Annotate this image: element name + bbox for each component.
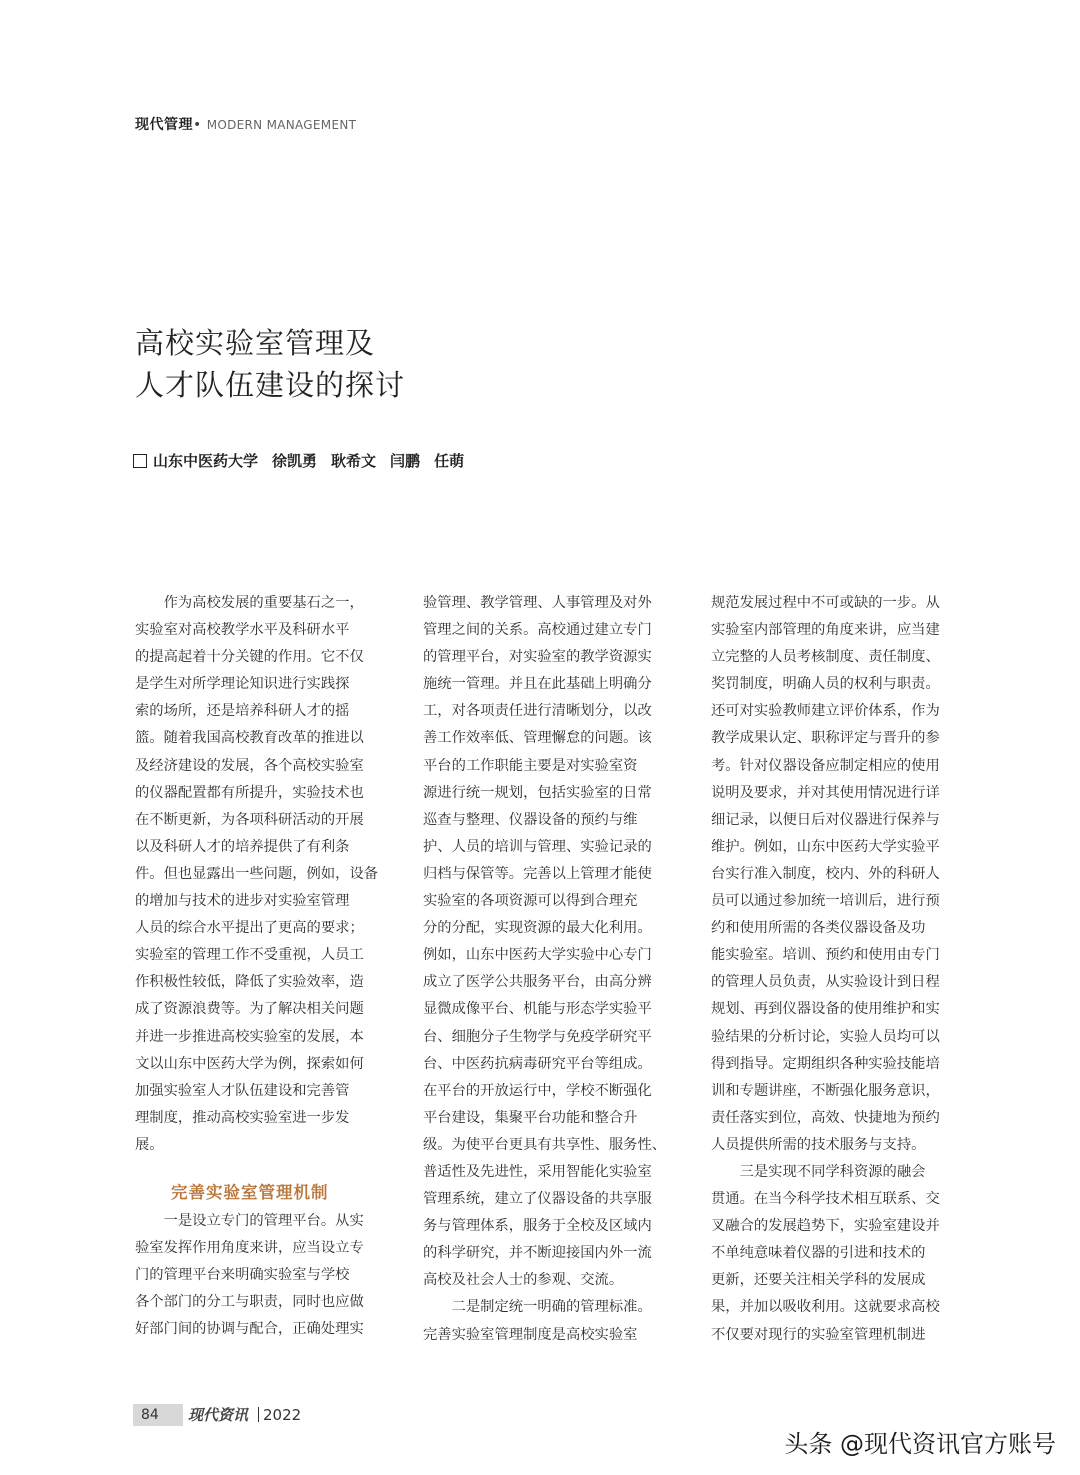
institution: 山东中医药大学 <box>153 452 259 470</box>
text-line: 善工作效率低、管理懈怠的问题。该 <box>423 730 652 747</box>
text-line: 的管理平台，对实验室的教学资源实 <box>423 649 652 666</box>
text-line: 巡查与整理、仪器设备的预约与维 <box>423 811 638 828</box>
magazine-logo: 现代资讯 <box>188 1406 249 1424</box>
text-line: 归档与保管等。完善以上管理才能使 <box>423 865 652 882</box>
text-line: 立完整的人员考核制度、责任制度、 <box>711 649 940 666</box>
text-line: 实验室对高校教学水平及科研水平 <box>135 622 350 639</box>
text-line: 员可以通过参加统一培训后，进行预 <box>711 893 940 910</box>
text-line: 显微成像平台、机能与形态学实验平 <box>423 1001 652 1018</box>
text-line: 高校及社会人士的参观、交流。 <box>423 1272 624 1289</box>
text-line: 展。 <box>135 1136 164 1153</box>
text-line: 一是设立专门的管理平台。从实 <box>135 1213 364 1230</box>
text-line: 实验室内部管理的角度来讲，应当建 <box>711 622 940 639</box>
text-line: 人员提供所需的技术服务与支持。 <box>711 1136 926 1153</box>
author-name: 任萌 <box>434 452 465 470</box>
text-line: 分的分配，实现资源的最大化利用。 <box>423 920 652 937</box>
text-line: 的仪器配置都有所提升，实验技术也 <box>135 784 364 801</box>
text-line: 验室发挥作用角度来讲，应当设立专 <box>135 1240 364 1257</box>
issue-year-text: 2022 <box>263 1406 302 1424</box>
header-separator: • <box>193 117 202 133</box>
text-line: 管理系统，建立了仪器设备的共享服 <box>423 1191 652 1208</box>
text-line: 验结果的分析讨论，实验人员均可以 <box>711 1028 940 1045</box>
text-line: 篮。随着我国高校教育改革的推进以 <box>135 730 364 747</box>
text-line: 完善实验室管理制度是高校实验室 <box>423 1326 638 1343</box>
text-line: 级。为使平台更具有共享性、服务性、 <box>423 1136 667 1153</box>
text-line: 责任落实到位，高效、快捷地为预约 <box>711 1109 940 1126</box>
text-line: 奖罚制度，明确人员的权利与职责。 <box>711 676 940 693</box>
text-line: 在不断更新，为各项科研活动的开展 <box>135 811 364 828</box>
text-line: 例如，山东中医药大学实验中心专门 <box>423 947 652 964</box>
text-line: 规范发展过程中不可或缺的一步。从 <box>711 595 940 611</box>
section-heading: 完善实验室管理机制 <box>171 1182 329 1202</box>
text-line: 文以山东中医药大学为例，探索如何 <box>135 1055 364 1072</box>
title-line-1: 高校实验室管理及 <box>135 326 376 360</box>
text-line: 训和专题讲座，不断强化服务意识， <box>711 1082 940 1099</box>
text-line: 果，并加以吸收利用。这就要求高校 <box>711 1299 940 1316</box>
text-line: 门的管理平台来明确实验室与学校 <box>135 1267 350 1284</box>
text-line: 施统一管理。并且在此基础上明确分 <box>423 676 652 693</box>
text-line: 台、中医药抗病毒研究平台等组成。 <box>423 1055 652 1072</box>
text-line: 实验室的各项资源可以得到合理充 <box>423 893 638 910</box>
text-line: 成立了医学公共服务平台，由高分辨 <box>423 974 652 991</box>
text-line: 的提高起着十分关键的作用。它不仅 <box>135 649 364 666</box>
page-number: 84 <box>133 1404 183 1426</box>
text-line: 并进一步推进高校实验室的发展，本 <box>135 1028 364 1045</box>
text-line: 护、人员的培训与管理、实验记录的 <box>423 838 652 855</box>
text-line: 的增加与技术的进步对实验室管理 <box>135 893 350 910</box>
text-line: 好部门间的协调与配合，正确处理实 <box>135 1321 364 1338</box>
text-line: 工，对各项责任进行清晰划分，以改 <box>423 703 652 720</box>
author-name: 闫鹏 <box>390 452 421 470</box>
text-line: 管理之间的关系。高校通过建立专门 <box>423 622 652 639</box>
text-line: 普适性及先进性，采用智能化实验室 <box>423 1163 652 1180</box>
author-name: 耿希文 <box>331 452 377 470</box>
text-line: 叉融合的发展趋势下，实验室建设并 <box>711 1218 940 1235</box>
text-line: 加强实验室人才队伍建设和完善管 <box>135 1082 350 1099</box>
watermark: 头条 @现代资讯官方账号 <box>784 1430 1056 1458</box>
text-line: 维护。例如，山东中医药大学实验平 <box>711 838 940 855</box>
text-line: 考。针对仪器设备应制定相应的使用 <box>711 757 940 774</box>
text-line: 人员的综合水平提出了更高的要求； <box>135 920 364 937</box>
square-bullet-icon <box>133 454 147 468</box>
text-line: 及经济建设的发展，各个高校实验室 <box>135 757 364 774</box>
text-line: 还可对实验教师建立评价体系，作为 <box>711 703 940 720</box>
text-line: 实验室的管理工作不受重视，人员工 <box>135 947 364 964</box>
article-title <box>135 322 405 406</box>
text-line: 不仅要对现行的实验室管理机制进 <box>711 1326 926 1343</box>
text-line: 的科学研究，并不断迎接国内外一流 <box>423 1245 652 1262</box>
title-line-2: 人才队伍建设的探讨 <box>135 368 406 402</box>
text-line: 平台的工作职能主要是对实验室资 <box>423 757 638 774</box>
text-line: 在平台的开放运行中，学校不断强化 <box>423 1082 652 1099</box>
text-line: 验管理、教学管理、人事管理及对外 <box>423 595 652 611</box>
text-line: 的管理人员负责，从实验设计到日程 <box>711 974 940 991</box>
text-line: 务与管理体系，服务于全校及区域内 <box>423 1218 652 1235</box>
text-line: 台、细胞分子生物学与免疫学研究平 <box>423 1028 652 1045</box>
text-line: 细记录，以便日后对仪器进行保养与 <box>711 811 940 828</box>
text-line: 索的场所，还是培养科研人才的摇 <box>135 703 350 720</box>
text-line: 各个部门的分工与职责，同时也应做 <box>135 1294 364 1311</box>
text-line: 规划、再到仪器设备的使用维护和实 <box>711 1001 940 1018</box>
text-line: 说明及要求，并对其使用情况进行详 <box>711 784 940 801</box>
text-line: 作为高校发展的重要基石之一， <box>135 595 364 611</box>
text-line: 是学生对所学理论知识进行实践探 <box>135 676 350 693</box>
category-cn: 现代管理 <box>135 117 193 133</box>
text-line: 理制度，推动高校实验室进一步发 <box>135 1109 350 1126</box>
text-line: 以及科研人才的培养提供了有利条 <box>135 838 350 855</box>
category-en: MODERN MANAGEMENT <box>206 118 357 132</box>
byline <box>133 450 464 471</box>
text-column-2 <box>423 590 671 1349</box>
text-line: 不单纯意味着仪器的引进和技术的 <box>711 1245 926 1262</box>
text-line: 平台建设，集聚平台功能和整合升 <box>423 1109 638 1126</box>
text-line: 得到指导。定期组织各种实验技能培 <box>711 1055 940 1072</box>
text-line: 二是制定统一明确的管理标准。 <box>423 1299 652 1316</box>
section-header <box>135 114 356 134</box>
text-line: 贯通。在当今科学技术相互联系、交 <box>711 1191 940 1208</box>
text-line: 约和使用所需的各类仪器设备及功 <box>711 920 926 937</box>
author-name: 徐凯勇 <box>272 452 318 470</box>
text-line: 件。但也显露出一些问题，例如，设备 <box>135 865 379 882</box>
text-line: 教学成果认定、职称评定与晋升的参 <box>711 730 940 747</box>
text-column-3 <box>711 590 959 1349</box>
text-column-1 <box>135 590 383 1344</box>
text-line: 源进行统一规划，包括实验室的日常 <box>423 784 652 801</box>
text-line: 成了资源浪费等。为了解决相关问题 <box>135 1001 364 1018</box>
text-line: 台实行准入制度，校内、外的科研人 <box>711 865 940 882</box>
text-line: 能实验室。培训、预约和使用由专门 <box>711 947 940 964</box>
text-line: 作积极性较低，降低了实验效率，造 <box>135 974 364 991</box>
text-line: 三是实现不同学科资源的融会 <box>711 1163 926 1180</box>
text-line: 更新，还要关注相关学科的发展成 <box>711 1272 926 1289</box>
issue-year <box>258 1404 301 1426</box>
